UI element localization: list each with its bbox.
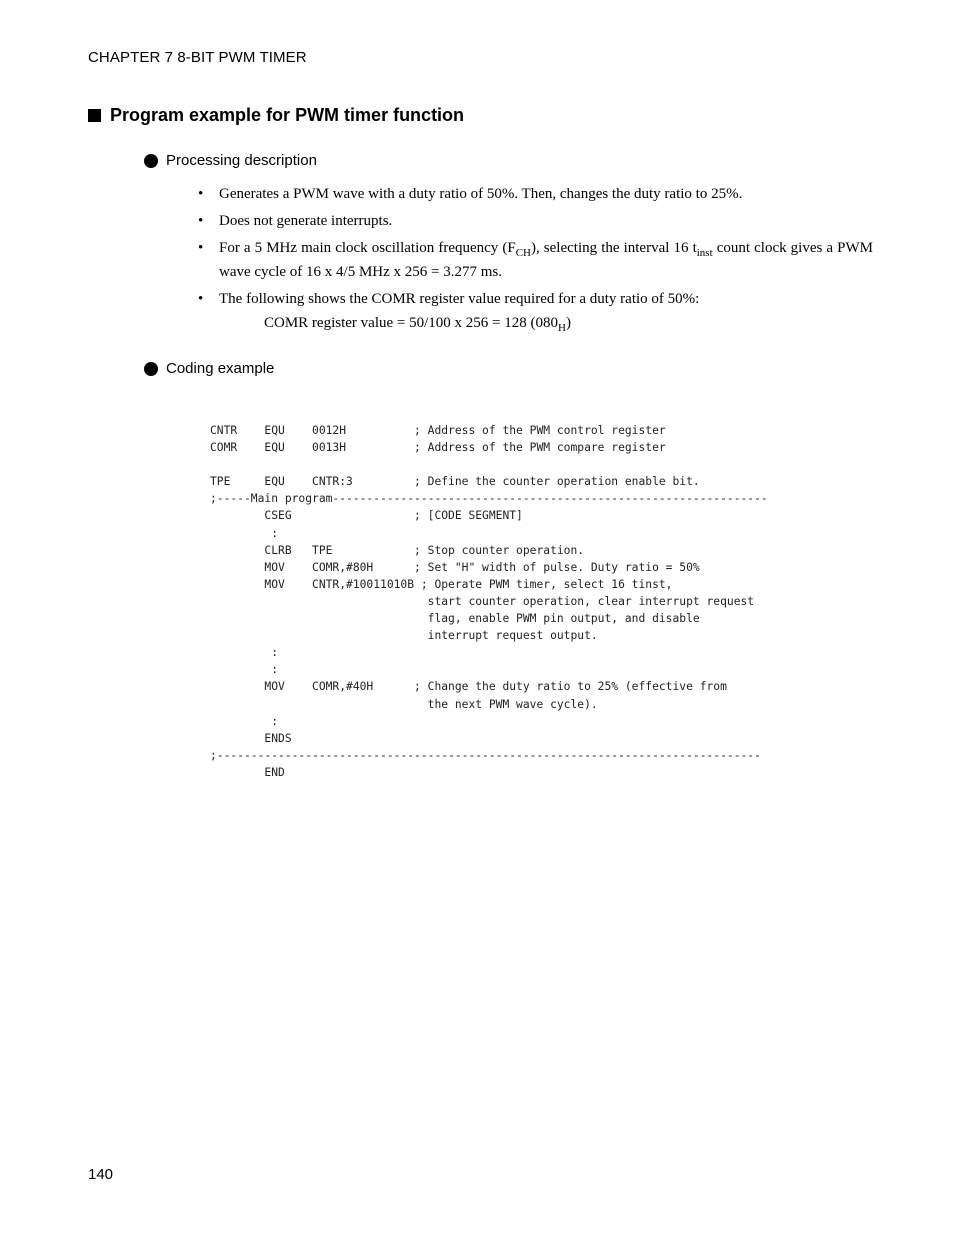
bullet-item (198, 209, 873, 233)
processing-description-heading (144, 152, 317, 169)
processing-bullet-list (198, 182, 873, 338)
bullet-text-part: count clock gives a PWM wave cycle of 16 x 4/5 MHz x 256 = 3.277 ms. (219, 240, 873, 280)
code-listing: CNTR EQU 0012H ; Address of the PWM control register COMR EQU 0013H ; Address of the PWM compare register TPE EQU CNTR:3 ; Define the counter operation enable bit. ;-----Main program---------------------------------------------------------------- CSEG ; [CODE SEGMENT] : CLRB TPE ; Stop counter operation. MOV COMR,#80H ; Set "H" width of pulse. Duty ratio = 50% MOV CNTR,#10011010B ; Operate PWM timer, select 16 tinst, start counter operation, clear interrupt request flag, enable PWM pin output, and disable interrupt request output. : : MOV COMR,#40H ; Change the duty ratio to 25% (effective from the next PWM wave cycle). : ENDS ;-------------------------------------------------------------------------------- END (210, 424, 768, 779)
section-title-text: Program example for PWM timer function (110, 105, 465, 125)
formula-text: ) (565, 315, 571, 331)
bullet-item (198, 287, 873, 335)
subscript: inst (696, 247, 713, 259)
subscript: CH (515, 247, 531, 259)
coding-example-title: Coding example (166, 360, 275, 377)
bullet-text: Generates a PWM wave with a duty ratio of 50%. Then, changes the duty ratio to 25%. (219, 186, 743, 202)
bullet-text-part: For a 5 MHz main clock oscillation frequency (F (219, 240, 516, 256)
bullet-text: Does not generate interrupts. (219, 213, 393, 229)
comr-formula (219, 311, 873, 335)
section-title (88, 105, 464, 126)
black-square-icon (88, 109, 101, 122)
processing-description-title: Processing description (166, 152, 317, 169)
bullet-dot-icon: • (198, 240, 204, 256)
subscript: H (557, 322, 566, 334)
bullet-dot-icon: • (198, 291, 204, 307)
black-circle-icon (144, 154, 158, 168)
chapter-header: CHAPTER 7 8-BIT PWM TIMER (88, 49, 307, 66)
black-circle-icon (144, 362, 158, 376)
formula-text: COMR register value = 50/100 x 256 = 128 (080 (264, 315, 558, 331)
bullet-text: The following shows the COMR register value required for a duty ratio of 50%: (219, 291, 700, 307)
bullet-item (198, 182, 873, 206)
bullet-dot-icon: • (198, 186, 204, 202)
bullet-item (198, 236, 873, 284)
bullet-dot-icon: • (198, 213, 204, 229)
page-number: 140 (88, 1166, 114, 1183)
bullet-text (219, 240, 873, 280)
coding-example-heading (144, 360, 274, 377)
bullet-text-part: ), selecting the interval 16 t (530, 240, 697, 256)
